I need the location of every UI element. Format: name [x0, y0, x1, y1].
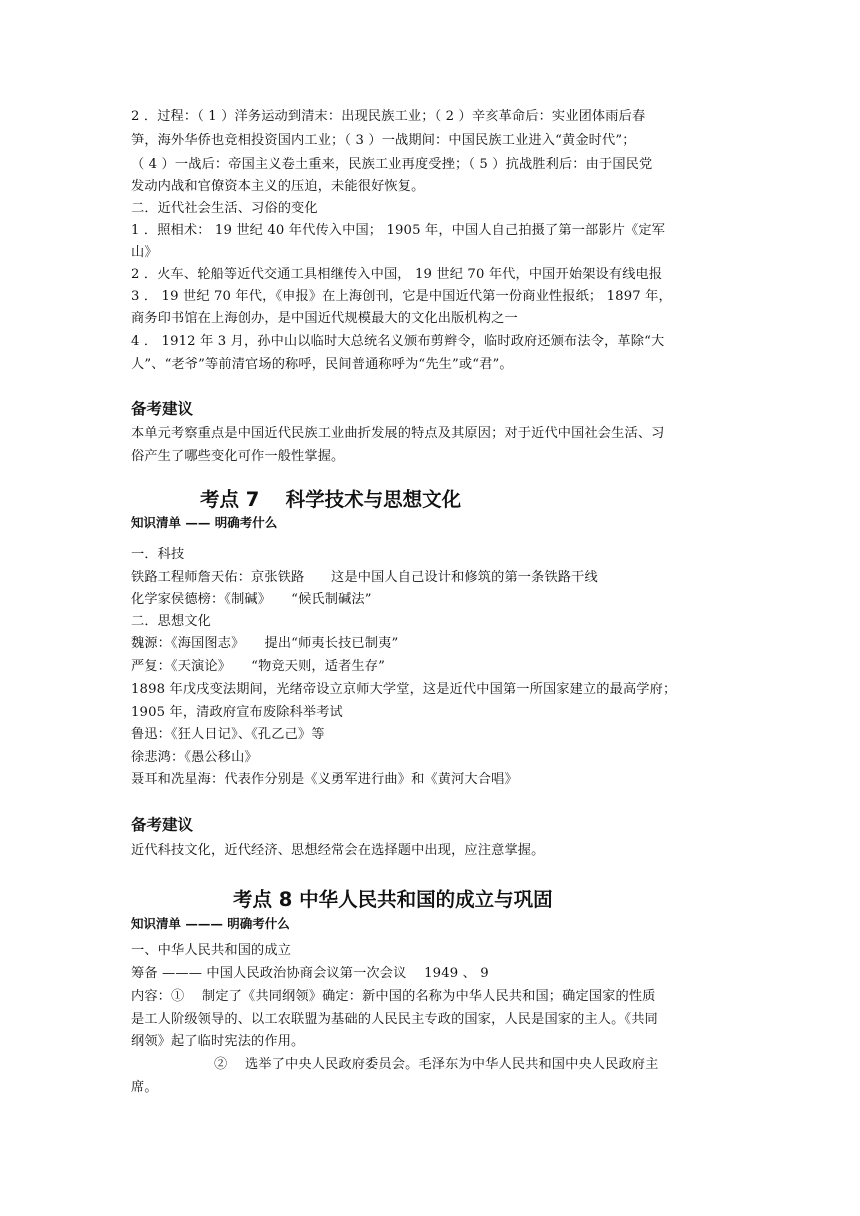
paragraph-line: 1 ．照相术： 19 世纪 40 年代传入中国； 1905 年，中国人自己拍摄了第一部影片《定军	[131, 223, 666, 238]
paragraph-line: 鲁迅：《狂人日记》、《孔乙己》等	[131, 727, 325, 742]
paragraph-line: 山》	[131, 245, 158, 260]
paragraph-line: 人”、“老爷”等前清官场的称呼，民间普通称呼为“先生”或“君”。	[131, 357, 513, 372]
paragraph-line: 是工人阶级领导的、以工农联盟为基础的人民民主专政的国家，人民是国家的主人。《共同	[131, 1012, 658, 1027]
paragraph-line: 1905 年，清政府宣布废除科举考试	[131, 705, 343, 720]
section-subtitle: 知识清单 —— 明确考什么	[131, 515, 278, 530]
paragraph-line: 本单元考察重点是中国近代民族工业曲折发展的特点及其原因；对于近代中国社会生活、习	[131, 426, 665, 441]
paragraph-line: 严复：《天演论》 “物竞天则，适者生存”	[131, 659, 385, 674]
paragraph-line: 笋，海外华侨也竞相投资国内工业；（ 3 ）一战期间：中国民族工业进入“黄金时代”；	[131, 133, 636, 148]
paragraph-line: 内容：① 制定了《共同纲领》确定：新中国的名称为中华人民共和国；确定国家的性质	[131, 989, 656, 1004]
paragraph-line: 近代科技文化，近代经济、思想经常会在选择题中出现，应注意掌握。	[131, 843, 545, 858]
advice-heading: 备考建议	[131, 816, 194, 834]
paragraph-line: 魏源：《海国图志》 提出“师夷长技已制夷”	[131, 636, 399, 651]
paragraph-line: 二．近代社会生活、习俗的变化	[131, 201, 318, 216]
paragraph-line: （ 4 ）一战后：帝国主义卷土重来，民族工业再度受挫；（ 5 ）抗战胜利后：由于国民党	[131, 157, 653, 172]
section-title: 考点 8 中华人民共和国的成立与巩固	[233, 888, 553, 911]
paragraph-line: 4 ． 1912 年 3 月，孙中山以临时大总统名义颁布剪辫令，临时政府还颁布法令，革除“大	[131, 334, 665, 349]
paragraph-line: 聂耳和冼星海：代表作分别是《义勇军进行曲》和《黄河大合唱》	[131, 772, 518, 787]
paragraph-line: 2 ．过程：（ 1 ）洋务运动到清末：出现民族工业；（ 2 ）辛亥革命后：实业团体雨后春	[131, 109, 646, 124]
paragraph-line: 发动内战和官僚资本主义的压迫，未能很好恢复。	[131, 179, 425, 194]
section-title: 考点 7 科学技术与思想文化	[200, 488, 462, 511]
paragraph-line: 纲领》起了临时宪法的作用。	[131, 1034, 305, 1049]
paragraph-line: ② 选举了中央人民政府委员会。毛泽东为中华人民共和国中央人民政府主	[214, 1057, 659, 1072]
paragraph-line: 一、中华人民共和国的成立	[131, 943, 292, 958]
paragraph-line: 化学家侯德榜：《制碱》 “候氏制碱法”	[131, 592, 372, 607]
paragraph-line: 铁路工程师詹天佑：京张铁路 这是中国人自己设计和修筑的第一条铁路干线	[131, 570, 598, 585]
paragraph-line: 二．思想文化	[131, 614, 212, 629]
paragraph-line: 3 ． 19 世纪 70 年代，《申报》在上海创刊，它是中国近代第一份商业性报纸； 1897 年，	[131, 289, 672, 304]
paragraph-line: 席。	[131, 1080, 158, 1095]
paragraph-line: 2 ．火车、轮船等近代交通工具相继传入中国， 19 世纪 70 年代，中国开始架设有线电报	[131, 267, 663, 282]
paragraph-line: 俗产生了哪些变化可作一般性掌握。	[131, 449, 345, 464]
paragraph-line: 商务印书馆在上海创办，是中国近代规模最大的文化出版机构之一	[131, 311, 518, 326]
paragraph-line: 筹备 ——— 中国人民政治协商会议第一次会议 1949 、 9	[131, 966, 489, 981]
paragraph-line: 1898 年戊戌变法期间，光绪帝设立京师大学堂，这是近代中国第一所国家建立的最高学府；	[131, 682, 677, 697]
section-subtitle: 知识清单 ——— 明确考什么	[131, 916, 290, 931]
paragraph-line: 徐悲鸿：《愚公移山》	[131, 750, 258, 765]
paragraph-line: 一．科技	[131, 547, 185, 562]
advice-heading: 备考建议	[131, 400, 194, 418]
